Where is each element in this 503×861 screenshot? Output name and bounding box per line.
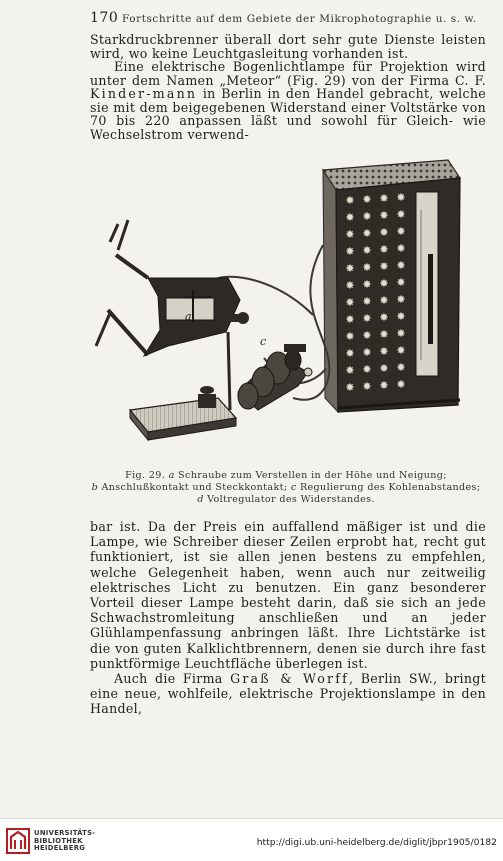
vent-star: ✸ [396,361,406,374]
text-run: Eine elektrische Bogenlichtlampe für Projektion wird unter dem Namen „Meteor“ (Fig. 29) von der Firma C. F. [90,59,486,88]
vent-star: ✸ [396,344,406,357]
caption-text-a: Schraube zum Verstellen in der Höhe und Neigung; [178,470,447,481]
lamp-base [130,386,236,440]
caption-key-a: a [168,470,175,481]
text-line: Starkdruckbrenner überall dort sehr gute Dienste leisten wird, [90,32,486,61]
vent-star: ✸ [345,279,355,292]
upper-text-block [90,33,486,141]
digitization-url[interactable]: http://digi.ub.uni-heidelberg.de/diglit/jbpr1905/0182 [256,837,497,848]
running-head: Fortschritte auf dem Gebiete der Mikrophotographie u. s. w. [122,13,477,25]
library-name-line: HEIDELBERG [34,844,86,853]
vent-star: ✸ [345,194,355,207]
vent-star: ✸ [362,346,372,359]
vent-star: ✸ [362,244,372,257]
vent-star: ✸ [345,347,355,360]
vent-star: ✸ [396,276,406,289]
resistance-box [323,160,460,412]
vent-star: ✸ [379,294,389,307]
vent-star: ✸ [345,228,355,241]
vent-star: ✸ [362,295,372,308]
vent-star: ✸ [362,193,372,206]
library-name-line: BIBLIOTHEK [34,836,83,845]
caption-text-c: Regulierung des Kohlenabstandes; [299,482,481,493]
company-name: Graß & Worff [230,671,349,687]
text-line: wo keine Leuchtgasleitung vorhanden ist. [128,45,409,61]
vent-star: ✸ [362,312,372,325]
caption-figure-number: Fig. 29. [125,470,166,481]
vent-star: ✸ [362,227,372,240]
page-header [90,10,482,26]
vent-star: ✸ [396,378,406,391]
caption-key-d: d [197,494,204,505]
vent-star: ✸ [362,261,372,274]
vent-star: ✸ [345,313,355,326]
vent-star: ✸ [379,311,389,324]
caption-key-c: c [290,482,297,493]
vent-star: ✸ [396,208,406,221]
vent-star: ✸ [396,327,406,340]
vent-star: ✸ [379,345,389,358]
vent-star: ✸ [379,260,389,273]
vent-star: ✸ [379,379,389,392]
vent-star: ✸ [396,259,406,272]
vent-star: ✸ [379,226,389,239]
vent-star: ✸ [362,380,372,393]
library-name-line: UNIVERSITÄTS- [34,829,96,837]
caption-key-b: b [91,482,99,493]
vent-star: ✸ [379,362,389,375]
page-number: 170 [90,10,119,26]
vent-star: ✸ [362,363,372,376]
vent-star: ✸ [362,278,372,291]
library-name [34,830,95,853]
lamp-assembly [96,220,266,410]
vent-star: ✸ [396,242,406,255]
vent-star: ✸ [345,262,355,275]
vent-star: ✸ [345,381,355,394]
vent-star: ✸ [345,296,355,309]
vent-star: ✸ [379,328,389,341]
vent-star: ✸ [396,310,406,323]
vent-star: ✸ [396,293,406,306]
text-run: in Berlin in den Handel gebracht, welche sie mit dem beigegebenen Widerstand einer Voltstärke von 70 bis 220 anpassen läßt und sowohl für Gleich- wie Wechselstrom verwend- [90,86,486,142]
paragraph-grass-worff [90,671,486,717]
digitization-footer [0,818,503,861]
vent-star: ✸ [379,243,389,256]
label-c: c [260,335,267,348]
vent-star: ✸ [379,192,389,205]
lower-text-block [90,519,486,717]
vent-star: ✸ [345,364,355,377]
vent-star: ✸ [345,245,355,258]
company-name: Kinder-mann [90,86,198,101]
text-run: Auch die Firma [114,671,231,687]
figure-caption [82,470,490,506]
text-run: , Berlin SW., bringt eine neue, wohlfeile, elektrische Projektionslampe in den Handel, [90,671,486,717]
vent-star: ✸ [345,211,355,224]
vent-star: ✸ [379,277,389,290]
figure-29-illustration [88,150,488,468]
paragraph-meteor-lamp [90,60,486,141]
paragraph-continuation [90,33,486,60]
vent-star: ✸ [362,210,372,223]
vent-star: ✸ [396,225,406,238]
vent-star: ✸ [379,209,389,222]
vent-star: ✸ [396,191,406,204]
vent-star: ✸ [345,330,355,343]
library-logo-icon [6,828,30,854]
vent-star: ✸ [362,329,372,342]
caption-text-b: Anschlußkontakt und Steckkontakt; [101,482,288,493]
paragraph-recommendation: bar ist. Da der Preis ein auffallend mäßiger ist und die Lampe, wie Schreiber dieser Zeilen erprobt hat, recht gut funktioniert, ist sie allen jenen bestens zu empfehlen, welche Gelegenheit haben, wenn auch nur zeitweilig elektrisches Licht zu benutzen. Ein ganz besonderer Vorteil dieser Lampe besteht darin, daß sie sich an jede Schwachstromleitung anschließen und an jeder Glühlampenfassung anbringen läßt. Ihre Lichtstärke ist die von guten Kalklichtbrennern, denen sie durch ihre fast punktförmige Leuchtfläche überlegen ist. [90,519,486,671]
label-a: a [185,310,192,323]
caption-text-d: Voltregulator des Widerstandes. [207,494,375,505]
